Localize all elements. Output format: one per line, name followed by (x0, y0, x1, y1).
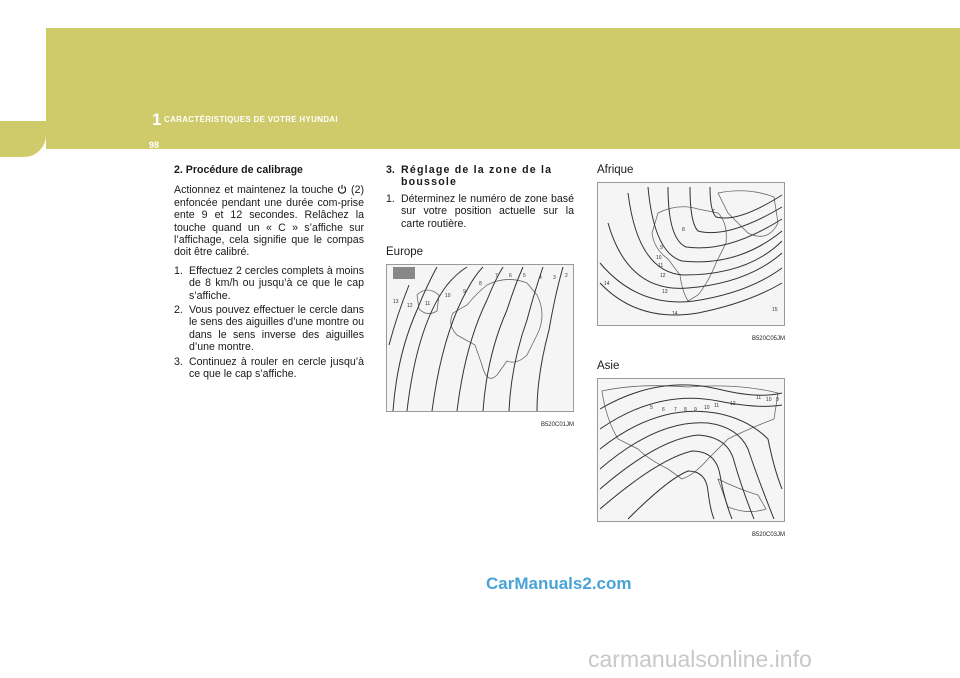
svg-text:12: 12 (407, 303, 413, 310)
svg-text:10: 10 (445, 293, 451, 300)
asie-map-image (598, 379, 784, 521)
header-band (46, 28, 960, 149)
intro-text-a: Actionnez et maintenez la touche (174, 184, 334, 197)
page-number: 98 (149, 140, 160, 150)
europe-map-label: Europe (386, 246, 424, 259)
chapter-title: CARACTÉRISTIQUES DE VOTRE HYUNDAI (164, 115, 338, 124)
power-button-icon (337, 184, 347, 194)
maps-column (597, 164, 785, 542)
list-item (174, 265, 364, 302)
afrique-map-image (598, 183, 784, 325)
svg-text:9: 9 (694, 407, 697, 414)
step-text: Vous pouvez effectuer le cercle dans le sens des aiguilles d’une montre ou dans le sens inverse des aiguilles d’une montre. (189, 304, 364, 354)
svg-text:8: 8 (682, 227, 685, 234)
list-item (174, 356, 364, 381)
zone-steps (386, 193, 574, 230)
afrique-figure-code: B520C05JM (751, 336, 785, 343)
heading-text: Réglage de la zone de la boussole (401, 164, 553, 189)
step-number: 2. (174, 304, 183, 317)
svg-text:10: 10 (766, 397, 772, 404)
intro-paragraph (174, 184, 364, 258)
heading-number: 3. (386, 164, 395, 176)
step-number: 1. (386, 192, 395, 205)
svg-text:13: 13 (393, 299, 399, 306)
calibration-section (174, 164, 364, 383)
afrique-map (597, 182, 785, 326)
step-text: Déterminez le numéro de zone basé sur votre position actuelle sur la carte routière. (401, 192, 574, 230)
svg-text:9: 9 (660, 245, 663, 252)
asie-map (597, 378, 785, 522)
svg-text:10: 10 (704, 405, 710, 412)
svg-text:11: 11 (658, 263, 664, 270)
svg-text:9: 9 (463, 289, 466, 296)
svg-text:3: 3 (553, 275, 556, 282)
asie-map-label: Asie (597, 359, 620, 372)
watermark-carmanualsonline[interactable]: carmanualsonline.info (588, 646, 812, 672)
watermark-carmanuals2[interactable]: CarManuals2.com (486, 574, 632, 593)
europe-map-image (387, 265, 573, 411)
svg-text:10: 10 (656, 255, 662, 262)
svg-text:9: 9 (776, 397, 779, 404)
step-number: 1. (174, 264, 183, 277)
europe-figure-code: B520C01JM (540, 422, 574, 429)
section-heading (386, 164, 574, 189)
section-heading: 2. Procédure de calibrage (174, 164, 303, 176)
svg-text:12: 12 (660, 273, 666, 280)
svg-text:6: 6 (509, 273, 512, 280)
svg-text:4: 4 (539, 275, 542, 282)
page-tab (0, 121, 46, 157)
intro-text-b: (2) enfoncée pendant une durée com-prise ente 9 et 12 secondes. Relâchez la touche quand un « C » s’affiche sur l’affichage, cela signifie que le compas doit être calibré. (174, 184, 364, 259)
svg-text:5: 5 (523, 273, 526, 280)
svg-text:7: 7 (712, 209, 715, 216)
svg-text:7: 7 (495, 273, 498, 280)
svg-text:14: 14 (672, 311, 678, 318)
svg-text:2: 2 (565, 273, 568, 280)
step-text: Continuez à rouler en cercle jusqu’à ce que le cap s’affiche. (189, 355, 364, 381)
svg-text:6: 6 (662, 407, 665, 414)
europe-map (386, 264, 574, 412)
svg-text:11: 11 (714, 403, 720, 410)
calibration-steps (174, 265, 364, 381)
svg-text:11: 11 (425, 301, 431, 308)
chapter-number: 1 (152, 110, 162, 129)
svg-text:13: 13 (662, 289, 668, 296)
svg-text:14: 14 (604, 281, 610, 288)
step-text: Effectuez 2 cercles complets à moins de 8 km/h ou jusqu’à ce que le cap s’affiche. (189, 264, 364, 302)
svg-text:5: 5 (650, 405, 653, 412)
asie-figure-code: B520C03JM (751, 532, 785, 539)
svg-text:8: 8 (684, 407, 687, 414)
svg-text:11: 11 (756, 395, 762, 402)
afrique-map-label: Afrique (597, 164, 634, 176)
svg-text:12: 12 (730, 401, 736, 408)
svg-text:7: 7 (674, 407, 677, 414)
list-item (174, 304, 364, 354)
svg-text:15: 15 (772, 307, 778, 314)
step-number: 3. (174, 355, 183, 368)
zone-section (386, 164, 574, 432)
list-item (386, 193, 574, 230)
svg-text:8: 8 (479, 281, 482, 288)
